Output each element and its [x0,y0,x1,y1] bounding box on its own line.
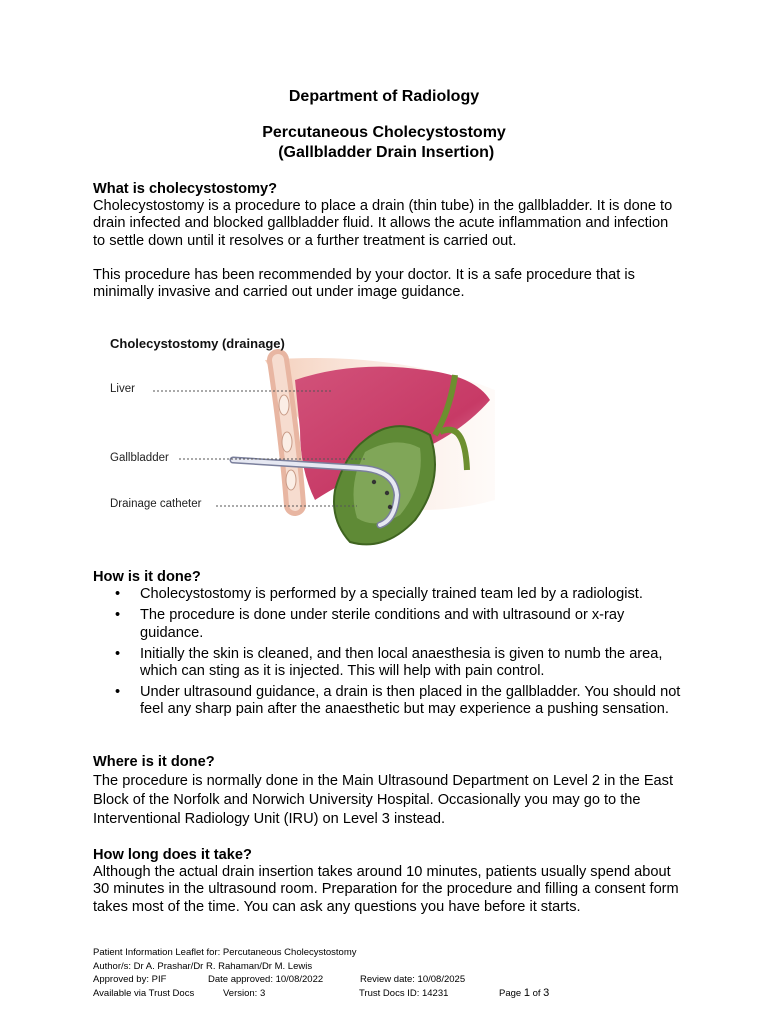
section-heading: What is cholecystostomy? [93,181,278,197]
bullet-list [93,586,683,718]
illustration-drawing [95,320,515,552]
footer-date-approved: Date approved: 10/08/2022 [208,974,324,986]
title-line-2: (Gallbladder Drain Insertion) [273,144,495,161]
footer-authors: Author/s: Dr A. Prashar/Dr R. Rahaman/Dr M. Lewis [93,960,313,972]
paragraph: Cholecystostomy is a procedure to place a drain (thin tube) in the gallbladder. It is done to drain infected and blocked gallbladder fluid. It allows the acute inflammation and infection to settle down until it resolves or a further treatment is carried out. [93,198,673,249]
footer-review-date: Review date: 10/08/2025 [360,974,466,986]
illustration-title: Cholecystostomy (drainage) [110,336,285,351]
footer-approved-by: Approved by: PIF [93,974,167,986]
section-heading: How is it done? [93,569,201,585]
section-heading: How long does it take? [93,847,252,863]
section-where [93,753,683,829]
list-item: • Under ultrasound guidance, a drain is then placed in the gallbladder. You should not feel any sharp pain after the anaesthetic but may experience a pushing sensation. [93,684,683,718]
paragraph: Although the actual drain insertion takes around 10 minutes, patients usually spend about 30 minutes in the ultrasound room. Preparation for the procedure and filling a consent form takes most of the time. You can ask any questions you have before it starts. [93,864,679,915]
document-footer [93,946,673,1000]
list-item: • Initially the skin is cleaned, and then local anaesthesia is given to numb the area, which can sting as it is injected. This will help with pain control. [93,646,683,680]
department-heading: Department of Radiology [288,88,480,105]
document-title [0,123,768,163]
paragraph: This procedure has been recommended by your doctor. It is a safe procedure that is minimally invasive and carried out under image guidance. [93,266,635,301]
title-line-1: Percutaneous Cholecystostomy [262,124,506,141]
footer-trust-docs-id: Trust Docs ID: 14231 [359,987,449,999]
label-liver: Liver [110,383,135,395]
list-item: • Cholecystostomy is performed by a specially trained team led by a radiologist. [93,586,683,603]
section-heading: Where is it done? [93,754,215,770]
section-how [93,569,683,723]
paragraph: The procedure is normally done in the Main Ultrasound Department on Level 2 in the East Block of the Norfolk and Norwich University Hospital. Occasionally you may go to the Interventional Radiology Unit (IRU) on Level 3 instead. [93,773,674,827]
label-gallbladder: Gallbladder [110,452,169,464]
footer-version: Version: 3 [223,987,266,999]
footer-available: Available via Trust Docs [93,987,195,999]
cholecystostomy-illustration [95,320,515,552]
label-drainage-catheter: Drainage catheter [110,498,202,510]
list-item: • The procedure is done under sterile conditions and with ultrasound or x-ray guidance. [93,607,683,641]
footer-page-number: Page 1 of 3 [499,986,550,999]
section-how-long [93,847,683,916]
section-what [93,181,683,301]
footer-leaflet-for: Patient Information Leaflet for: Percutaneous Cholecystostomy [93,947,357,958]
